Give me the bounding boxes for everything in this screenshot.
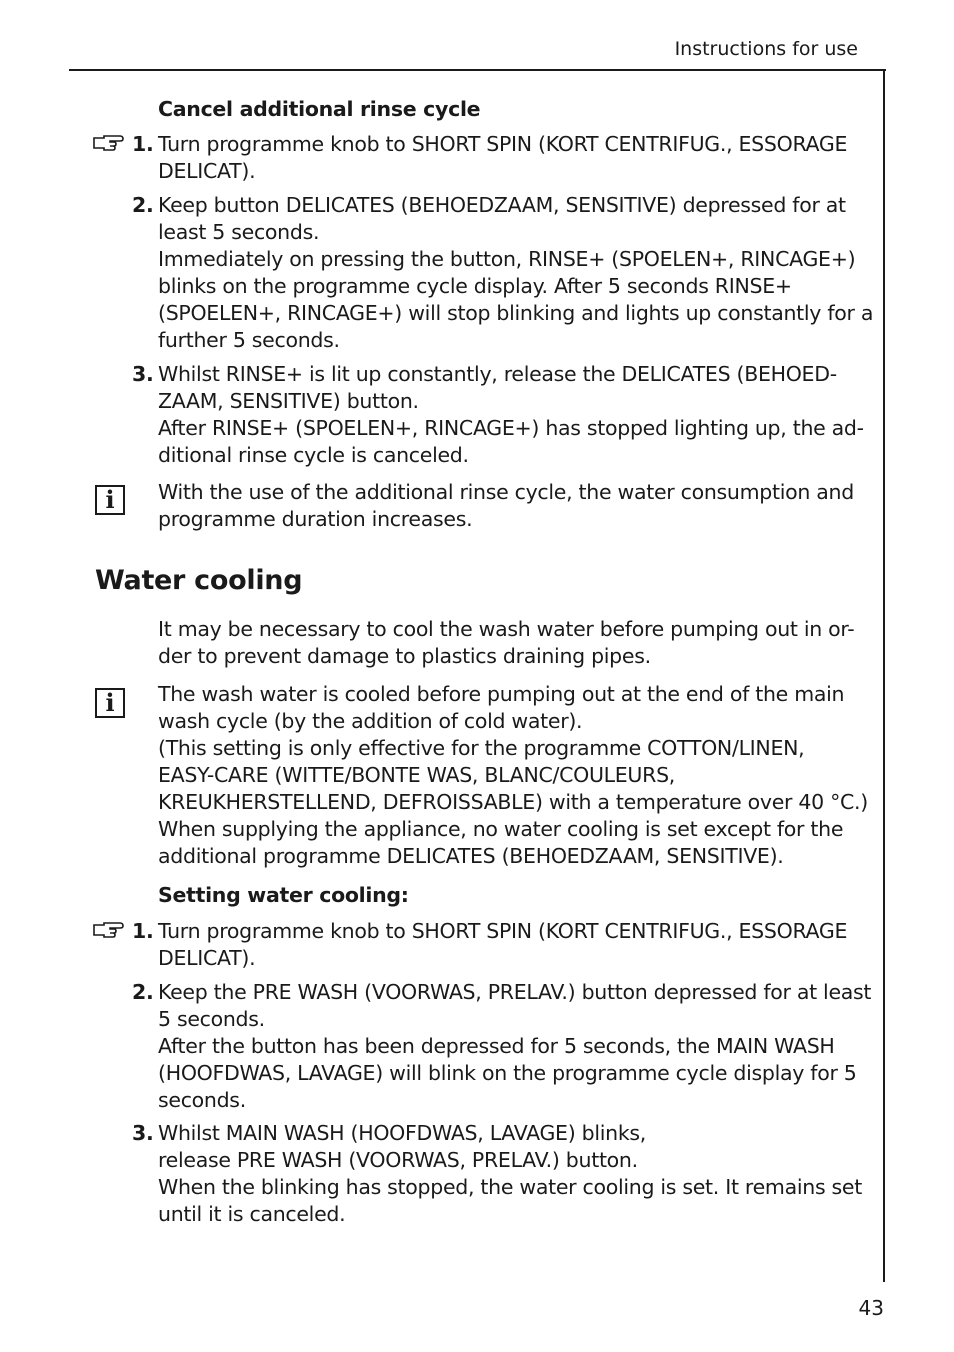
step-text-line: After the button has been depressed for 5 seconds, the MAIN WASH [158, 1034, 835, 1058]
step-number: 2. [132, 980, 154, 1004]
step-text-line: least 5 seconds. [158, 220, 320, 244]
margin-rule [883, 69, 885, 1282]
water-cooling-note [158, 681, 868, 870]
cancel-step-1 [132, 131, 858, 185]
setting-step-2 [132, 979, 872, 1114]
step-text-line: ZAAM, SENSITIVE) button. [158, 389, 419, 413]
note-text-line: (This setting is only effective for the programme COTTON/LINEN, [158, 736, 805, 760]
step-text-line: After RINSE+ (SPOELEN+, RINCAGE+) has stopped lighting up, the ad- [158, 416, 864, 440]
step-number: 2. [132, 193, 154, 217]
setting-step-1 [132, 918, 858, 972]
step-text-line: (SPOELEN+, RINCAGE+) will stop blinking and lights up constantly for a [158, 301, 874, 325]
pointing-hand-icon [92, 133, 124, 153]
step-text-line: Keep button DELICATES (BEHOEDZAAM, SENSITIVE) depressed for at [158, 193, 846, 217]
intro-text-line: der to prevent damage to plastics draining pipes. [158, 644, 651, 668]
cancel-step-2 [132, 192, 874, 354]
info-icon: i [95, 485, 125, 515]
step-number: 1. [132, 132, 154, 156]
note-text-line: KREUKHERSTELLEND, DEFROISSABLE) with a temperature over 40 °C.) [158, 790, 868, 814]
note-text-line: With the use of the additional rinse cycle, the water consumption and [158, 480, 854, 504]
subheading-setting-water-cooling: Setting water cooling: [158, 883, 409, 907]
step-text-line: (HOOFDWAS, LAVAGE) will blink on the programme cycle display for 5 [158, 1061, 857, 1085]
note-text-line: programme duration increases. [158, 507, 473, 531]
page-header: Instructions for use [674, 38, 858, 60]
setting-step-3 [132, 1120, 862, 1228]
rinse-note [158, 479, 858, 533]
note-text-line: wash cycle (by the addition of cold water). [158, 709, 583, 733]
pointing-hand-icon [92, 920, 124, 940]
step-text-line: Turn programme knob to SHORT SPIN (KORT CENTRIFUG., ESSORAGE [158, 919, 848, 943]
note-text-line: When supplying the appliance, no water cooling is set except for the [158, 817, 844, 841]
water-cooling-intro [158, 616, 858, 670]
cancel-step-3 [132, 361, 864, 469]
step-text-line: Whilst MAIN WASH (HOOFDWAS, LAVAGE) blinks, [158, 1121, 646, 1145]
step-text-line: When the blinking has stopped, the water cooling is set. It remains set [158, 1175, 862, 1199]
step-text-line: blinks on the programme cycle display. After 5 seconds RINSE+ [158, 274, 792, 298]
intro-text-line: It may be necessary to cool the wash water before pumping out in or- [158, 617, 855, 641]
step-text-line: Immediately on pressing the button, RINSE+ (SPOELEN+, RINCAGE+) [158, 247, 856, 271]
step-number: 3. [132, 1121, 154, 1145]
note-text-line: The wash water is cooled before pumping out at the end of the main [158, 682, 845, 706]
page-number: 43 [858, 1296, 884, 1320]
step-text-line: Keep the PRE WASH (VOORWAS, PRELAV.) button depressed for at least [158, 980, 872, 1004]
step-text-line: 5 seconds. [158, 1007, 265, 1031]
step-text-line: seconds. [158, 1088, 246, 1112]
step-text-line: ditional rinse cycle is canceled. [158, 443, 469, 467]
section-heading-water-cooling: Water cooling [95, 565, 303, 596]
step-text-line: DELICAT). [158, 946, 256, 970]
step-text-line: Turn programme knob to SHORT SPIN (KORT CENTRIFUG., ESSORAGE [158, 132, 848, 156]
note-text-line: EASY-CARE (WITTE/BONTE WAS, BLANC/COULEURS, [158, 763, 676, 787]
info-icon: i [95, 688, 125, 718]
subheading-cancel-rinse: Cancel additional rinse cycle [158, 97, 481, 121]
step-text-line: release PRE WASH (VOORWAS, PRELAV.) button. [158, 1148, 638, 1172]
step-number: 3. [132, 362, 154, 386]
step-text-line: until it is canceled. [158, 1202, 346, 1226]
header-rule [69, 69, 886, 71]
step-text-line: Whilst RINSE+ is lit up constantly, release the DELICATES (BEHOED- [158, 362, 837, 386]
step-text-line: further 5 seconds. [158, 328, 340, 352]
note-text-line: additional programme DELICATES (BEHOEDZAAM, SENSITIVE). [158, 844, 784, 868]
step-number: 1. [132, 919, 154, 943]
step-text-line: DELICAT). [158, 159, 256, 183]
